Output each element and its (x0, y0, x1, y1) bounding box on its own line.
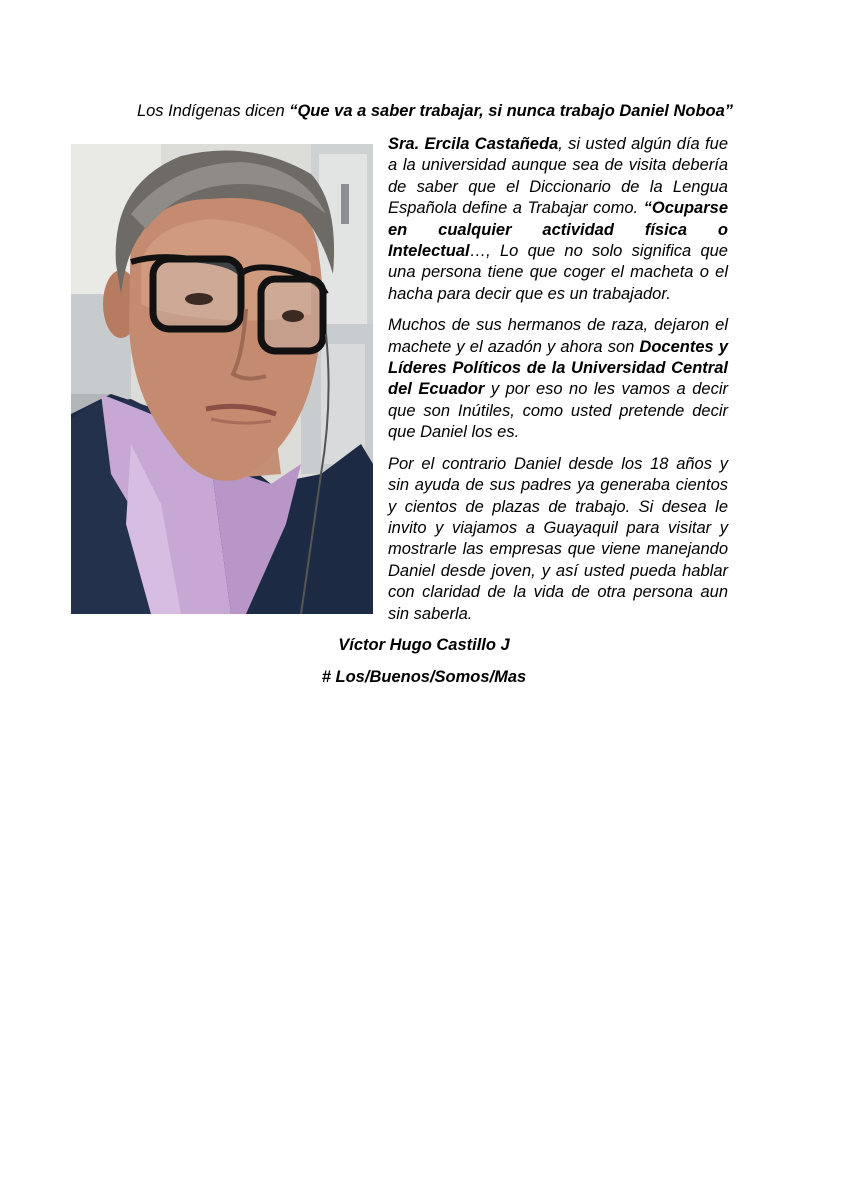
university-highlight: Docentes y Líderes Políticos de la Universidad Central del Ecuador (388, 337, 728, 399)
paragraph-1-text-b: …, Lo que no solo significa que una persona tiene que coger el macheta o el hacha para decir que es un trabajador. (388, 242, 728, 303)
portrait-photo-icon (71, 144, 373, 614)
paragraph-2-text-b: y por eso no les vamos a decir que son Inútiles, como usted pretende decir que Daniel los es. (388, 380, 728, 442)
title-prefix: Los Indígenas dicen (136, 102, 290, 120)
paragraph-1 (388, 134, 728, 305)
paragraph-2 (388, 315, 728, 443)
portrait-photo (71, 144, 373, 614)
definition-quote: “Ocuparse en cualquier actividad física o Intelectual (388, 199, 728, 261)
paragraph-1-text-a: , si usted algún día fue a la universidad aunque sea de visita debería de saber que el Diccionario de la Lengua Española define a Trabajar como. (388, 135, 728, 218)
hashtag: # Los/Buenos/Somos/Mas (321, 668, 527, 686)
paragraph-3: Por el contrario Daniel desde los 18 años y sin ayuda de sus padres ya generaba cientos y cientos de plazas de trabajo. Si desea le invito y viajamos a Guayaquil para visitar y mostrarle las empresas que viene manejando Daniel desde joven, y así usted pueda hablar con claridad de la vida de otra persona aun sin saberla. (388, 454, 728, 623)
addressee: Sra. Ercila Castañeda (388, 135, 559, 153)
author-signature: Víctor Hugo Castillo J (338, 636, 510, 654)
page-title (70, 100, 800, 122)
paragraph-2-text-a: Muchos de sus hermanos de raza, dejaron el machete y el azadón y ahora son (388, 316, 728, 356)
article-body (388, 134, 728, 635)
title-quote: “Que va a saber trabajar, si nunca trabajo Daniel Noboa” (289, 102, 734, 120)
